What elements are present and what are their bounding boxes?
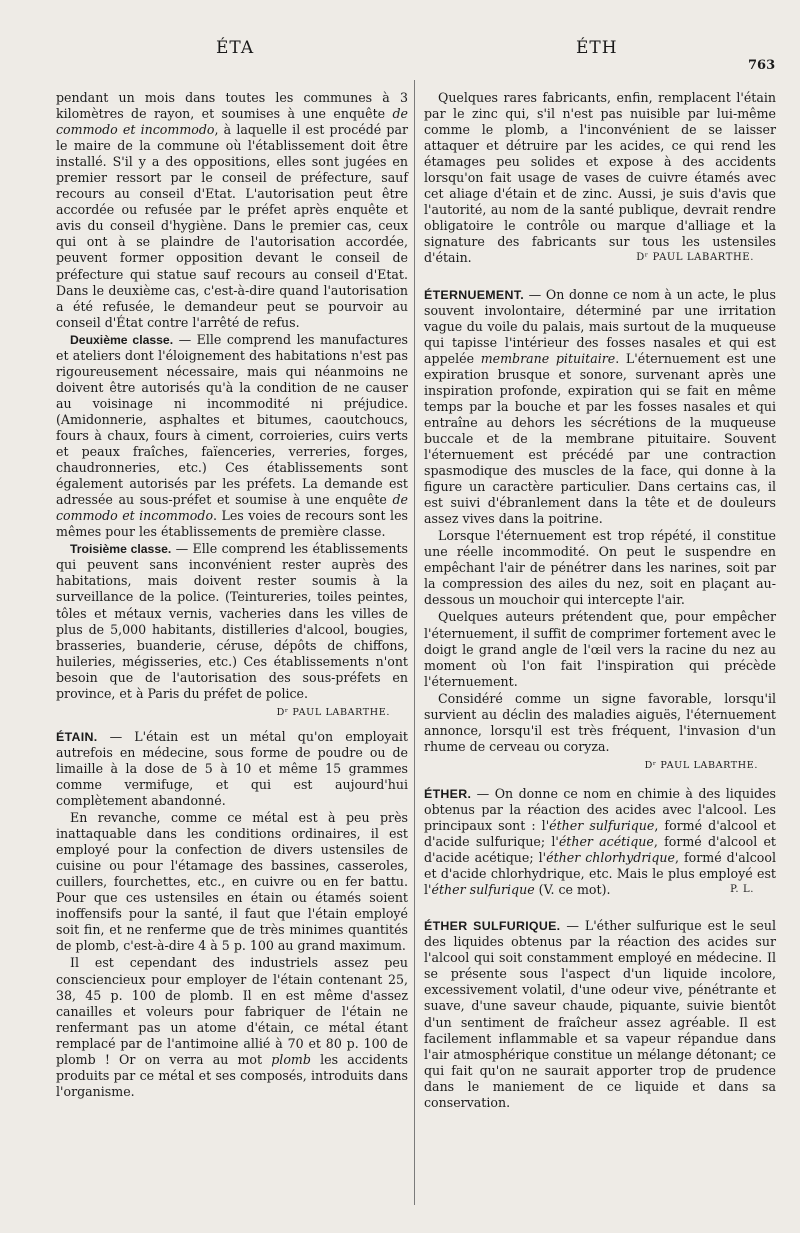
page-number: 763: [748, 58, 776, 73]
right-column: [424, 90, 776, 1112]
subheading-troisieme-classe: Troisième classe.: [70, 542, 172, 557]
paragraph-autorisation: pendant un mois dans toutes les communes à 3 kilomètres de rayon, et soumises à une enquête de commodo et incommodo, à laquelle il est procédé par le maire de la commune où l'établissement doit être installé. S'il y a des oppositions, elles sont jugées en premier ressort par le conseil de préfecture, sauf recours au conseil d'Etat. L'autorisation peut être accordée ou refusée par le préfet après enquête et avis du conseil d'hygiène. Dans le premier cas, ceux qui ont à se plaindre de l'autorisation accordée, peuvent former opposition devant le conseil de préfecture qui statue sauf recours au conseil d'Etat. Dans le deuxième cas, c'est-à-dire quand l'autorisation a été refusée, le demandeur peut se pourvoir au conseil d'État contre l'arrêté de refus.: [56, 90, 408, 330]
headword-eternuement: ÉTERNUEMENT.: [424, 287, 524, 302]
paragraph-eternuement-3: Quelques auteurs prétendent que, pour empêcher l'éternuement, il suffit de comprimer fortement avec le doigt le grand angle de l'œil vers la racine du nez au moment où l'on fait l'inspiration qui précède l'éternuement.: [424, 609, 776, 689]
left-column: [56, 90, 408, 1101]
headword-ether: ÉTHER.: [424, 786, 472, 801]
subheading-deuxieme-classe: Deuxième classe.: [70, 332, 174, 347]
entry-ether-sulfurique: ÉTHER SULFURIQUE. — L'éther sulfurique est le seul des liquides obtenus par la réaction des acides sur l'alcool qui soit constamment employé en médecine. Il se présente sous l'aspect d'un liquide incolore, excessivement volatil, d'une odeur vive, pénétrante et suave, d'une saveur chaude, piquante, suivie bientôt d'un sentiment de fraîcheur assez agréable. Il est facilement inflammable et sa vapeur répandue dans l'air atmosphérique constitue un mélange détonant; ce qui fait qu'on ne saurait apporter trop de prudence dans le maniement de ce liquide et dans sa conservation.: [424, 918, 776, 1110]
entry-etain: ÉTAIN. — L'étain est un métal qu'on employait autrefois en médecine, sous forme de poudre ou de limaille à la dose de 5 à 10 et même 15 grammes comme vermifuge, et qui est aujourd'hui complètement abandonné.: [56, 728, 408, 809]
headword-etain: ÉTAIN.: [56, 729, 98, 744]
paragraph-deuxieme-classe: Deuxième classe. — Elle comprend les manufactures et ateliers dont l'éloignement des habitations n'est pas rigoureusement nécessaire, mais qui néanmoins ne doivent être autorisés qu'à la condition de ne causer au voisinage ni incommodité ni préjudice. (Amidonnerie, asphaltes et bitumes, caoutchoucs, fours à chaux, fours à ciment, corroieries, cuirs verts et peaux fraîches, faïenceries, verreries, forges, chaudronneries, etc.) Ces établissements sont également autorisés par les préfets. La demande est adressée au sous-préfet et soumise à une enquête de commodo et incommodo. Les voies de recours sont les mêmes pour les établissements de première classe.: [56, 331, 408, 540]
paragraph-etain-3: Il est cependant des industriels assez peu consciencieux pour employer de l'étain contenant 25, 38, 45 p. 100 de plomb. Il en est même d'assez canailles et voleurs pour fabriquer de l'étain ne renfermant pas un atome d'étain, ce métal étant remplacé par de l'antimoine allié à 70 et 80 p. 100 de plomb ! Or on verra au mot plomb les accidents produits par ce métal et ses composés, introduits dans l'organisme.: [56, 955, 408, 1099]
column-divider: [414, 80, 415, 1205]
paragraph-etain-4: Quelques rares fabricants, enfin, remplacent l'étain par le zinc qui, s'il n'est pas nuisible par lui-même comme le plomb, a l'inconvénient de se laisser attaquer et détruire par les acides, ce qui rend les étamages peu solides et expose à des accidents lorsqu'on fait usage de vases de cuivre étamés avec cet aliage d'étain et de zinc. Aussi, je suis d'avis que l'autorité, au nom de la santé publique, devrait rendre obligatoire le contrôle ou marque d'alliage et la signature des fabricants sur tous les ustensiles d'étain. Dʳ PAUL LABARTHE.: [424, 90, 776, 266]
author-signature: Dʳ PAUL LABARTHE.: [276, 706, 390, 718]
running-head-left: ÉTA: [216, 38, 255, 58]
author-initials: P. L.: [730, 884, 754, 896]
entry-eternuement: ÉTERNUEMENT. — On donne ce nom à un acte, le plus souvent involontaire, déterminé par une irritation vague du voile du palais, mais surtout de la muqueuse qui tapisse l'intérieur des fosses nasales et qui est appelée membrane pituitaire. L'éternuement est une expiration brusque et sonore, survenant après une inspiration profonde, expiration qui se fait en même temps par la bouche et par les fosses nasales et qui entraîne au dehors les sécrétions de la muqueuse buccale et de la membrane pituitaire. Souvent l'éternuement est précédé par une contraction spasmodique des muscles de la face, qui donne à la figure un caractère particulier. Dans certains cas, il est suivi d'ébranlement dans la tête et de douleurs assez vives dans la poitrine.: [424, 286, 776, 527]
author-signature: Dʳ PAUL LABARTHE.: [636, 252, 754, 264]
entry-ether: ÉTHER. — On donne ce nom en chimie à des liquides obtenus par la réaction des acides avec l'alcool. Les principaux sont : l'éther sulfurique, formé d'alcool et d'acide sulfurique; l'éther acétique, formé d'alcool et d'acide acétique; l'éther chlorhydrique, formé d'alcool et d'acide chlorhydrique, etc. Mais le plus employé est l'éther sulfurique (V. ce mot). P. L.: [424, 785, 776, 898]
author-signature: Dʳ PAUL LABARTHE.: [644, 759, 758, 771]
running-head-right: ÉTH: [576, 38, 618, 58]
paragraph-eternuement-4: Considéré comme un signe favorable, lorsqu'il survient au déclin des maladies aiguës, l'éternuement annonce, lorsqu'il est très fréquent, l'invasion d'un rhume de cerveau ou coryza.: [424, 690, 776, 754]
headword-ether-sulfurique: ÉTHER SULFURIQUE.: [424, 919, 561, 934]
paragraph-eternuement-2: Lorsque l'éternuement est trop répété, il constitue une réelle incommodité. On peut le suspendre en empêchant l'air de pénétrer dans les narines, soit par la compression des ailes du nez, soit en plaçant au-dessous un mouchoir qui intercepte l'air.: [424, 528, 776, 608]
paragraph-troisieme-classe: Troisième classe. — Elle comprend les établissements qui peuvent sans inconvénient rester auprès des habitations, mais doivent rester soumis à la surveillance de la police. (Teintureries, toiles peintes, tôles et métaux vernis, vacheries dans les villes de plus de 5,000 habitants, distilleries d'alcool, bougies, brasseries, buanderie, céruse, dépôts de chiffons, huileries, mégisseries, etc.) Ces établissements n'ont besoin que de l'autorisation des sous-préfets en province, et à Paris du préfet de police.: [56, 541, 408, 701]
paragraph-etain-2: En revanche, comme ce métal est à peu près inattaquable dans les conditions ordinaires, il est employé pour la confection de divers ustensiles de cuisine ou pour l'étamage des bassines, casseroles, cuillers, fourchettes, etc., en cuivre ou en fer battu. Pour que ces ustensiles en étain ou étamés soient inoffensifs pour la santé, il faut que l'étain employé soit fin, et ne renferme que de très minimes quantités de plomb, c'est-à-dire 4 à 5 p. 100 au grand maximum.: [56, 810, 408, 954]
